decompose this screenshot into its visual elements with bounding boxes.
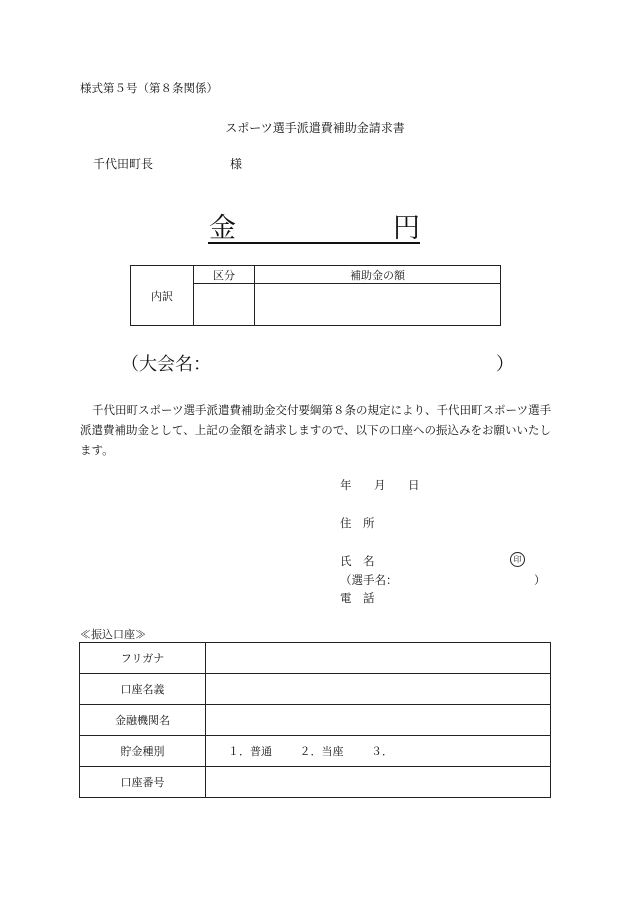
- table-row: [80, 705, 551, 736]
- form-number: 様式第５号（第８条関係）: [80, 81, 218, 95]
- deposit-type-option-ordinary[interactable]: １．普通: [228, 745, 272, 758]
- phone-label: 電 話: [340, 591, 375, 605]
- amount-prefix: 金: [209, 213, 236, 244]
- addressee: 千代田町長: [93, 157, 154, 171]
- account-holder-field[interactable]: [206, 674, 551, 705]
- table-row: [80, 736, 551, 767]
- amount-field[interactable]: [208, 210, 420, 244]
- account-number-field[interactable]: [206, 767, 551, 798]
- account-holder-label: 口座名義: [80, 674, 206, 705]
- table-row: [80, 674, 551, 705]
- date-month: 月: [374, 478, 386, 492]
- athlete-name-close: ）: [534, 573, 546, 587]
- date-year: 年: [340, 478, 352, 492]
- amount-suffix: 円: [393, 213, 420, 244]
- honorific: 様: [230, 157, 243, 171]
- bank-account-table: [79, 642, 551, 798]
- deposit-type-label: 貯金種別: [80, 736, 206, 767]
- deposit-type-option-checking[interactable]: ２．当座: [299, 745, 344, 758]
- bank-name-field[interactable]: [206, 705, 551, 736]
- address-label: 住 所: [340, 516, 375, 530]
- date-day: 日: [408, 478, 420, 492]
- column-category: 区分: [194, 266, 255, 284]
- table-row: [80, 643, 551, 674]
- category-cell[interactable]: [194, 284, 255, 326]
- furigana-label: フリガナ: [80, 643, 206, 674]
- bank-name-label: 金融機関名: [80, 705, 206, 736]
- request-body-text: 千代田町スポーツ選手派遣費補助金交付要綱第８条の規定により、千代田町スポーツ選手派遣費補助金として、上記の金額を請求しますので、以下の口座への振込みをお願いいたします。: [80, 403, 552, 457]
- tournament-close: ）: [496, 354, 514, 375]
- seal-mark: 印: [510, 552, 525, 567]
- table-row: [80, 767, 551, 798]
- deposit-type-field[interactable]: [206, 736, 551, 767]
- account-number-label: 口座番号: [80, 767, 206, 798]
- bank-account-heading: ≪振込口座≫: [80, 628, 146, 641]
- deposit-type-option-other[interactable]: ３．: [371, 745, 393, 758]
- breakdown-table: [130, 265, 501, 326]
- column-amount: 補助金の額: [255, 266, 501, 284]
- amount-cell[interactable]: [255, 284, 501, 326]
- breakdown-row-label: 内訳: [131, 266, 194, 326]
- furigana-field[interactable]: [206, 643, 551, 674]
- document-title: スポーツ選手派遣費補助金請求書: [225, 121, 405, 135]
- tournament-label: （大会名：: [121, 354, 211, 375]
- athlete-name-label: （選手名：: [340, 573, 398, 587]
- name-label: 氏 名: [340, 554, 375, 568]
